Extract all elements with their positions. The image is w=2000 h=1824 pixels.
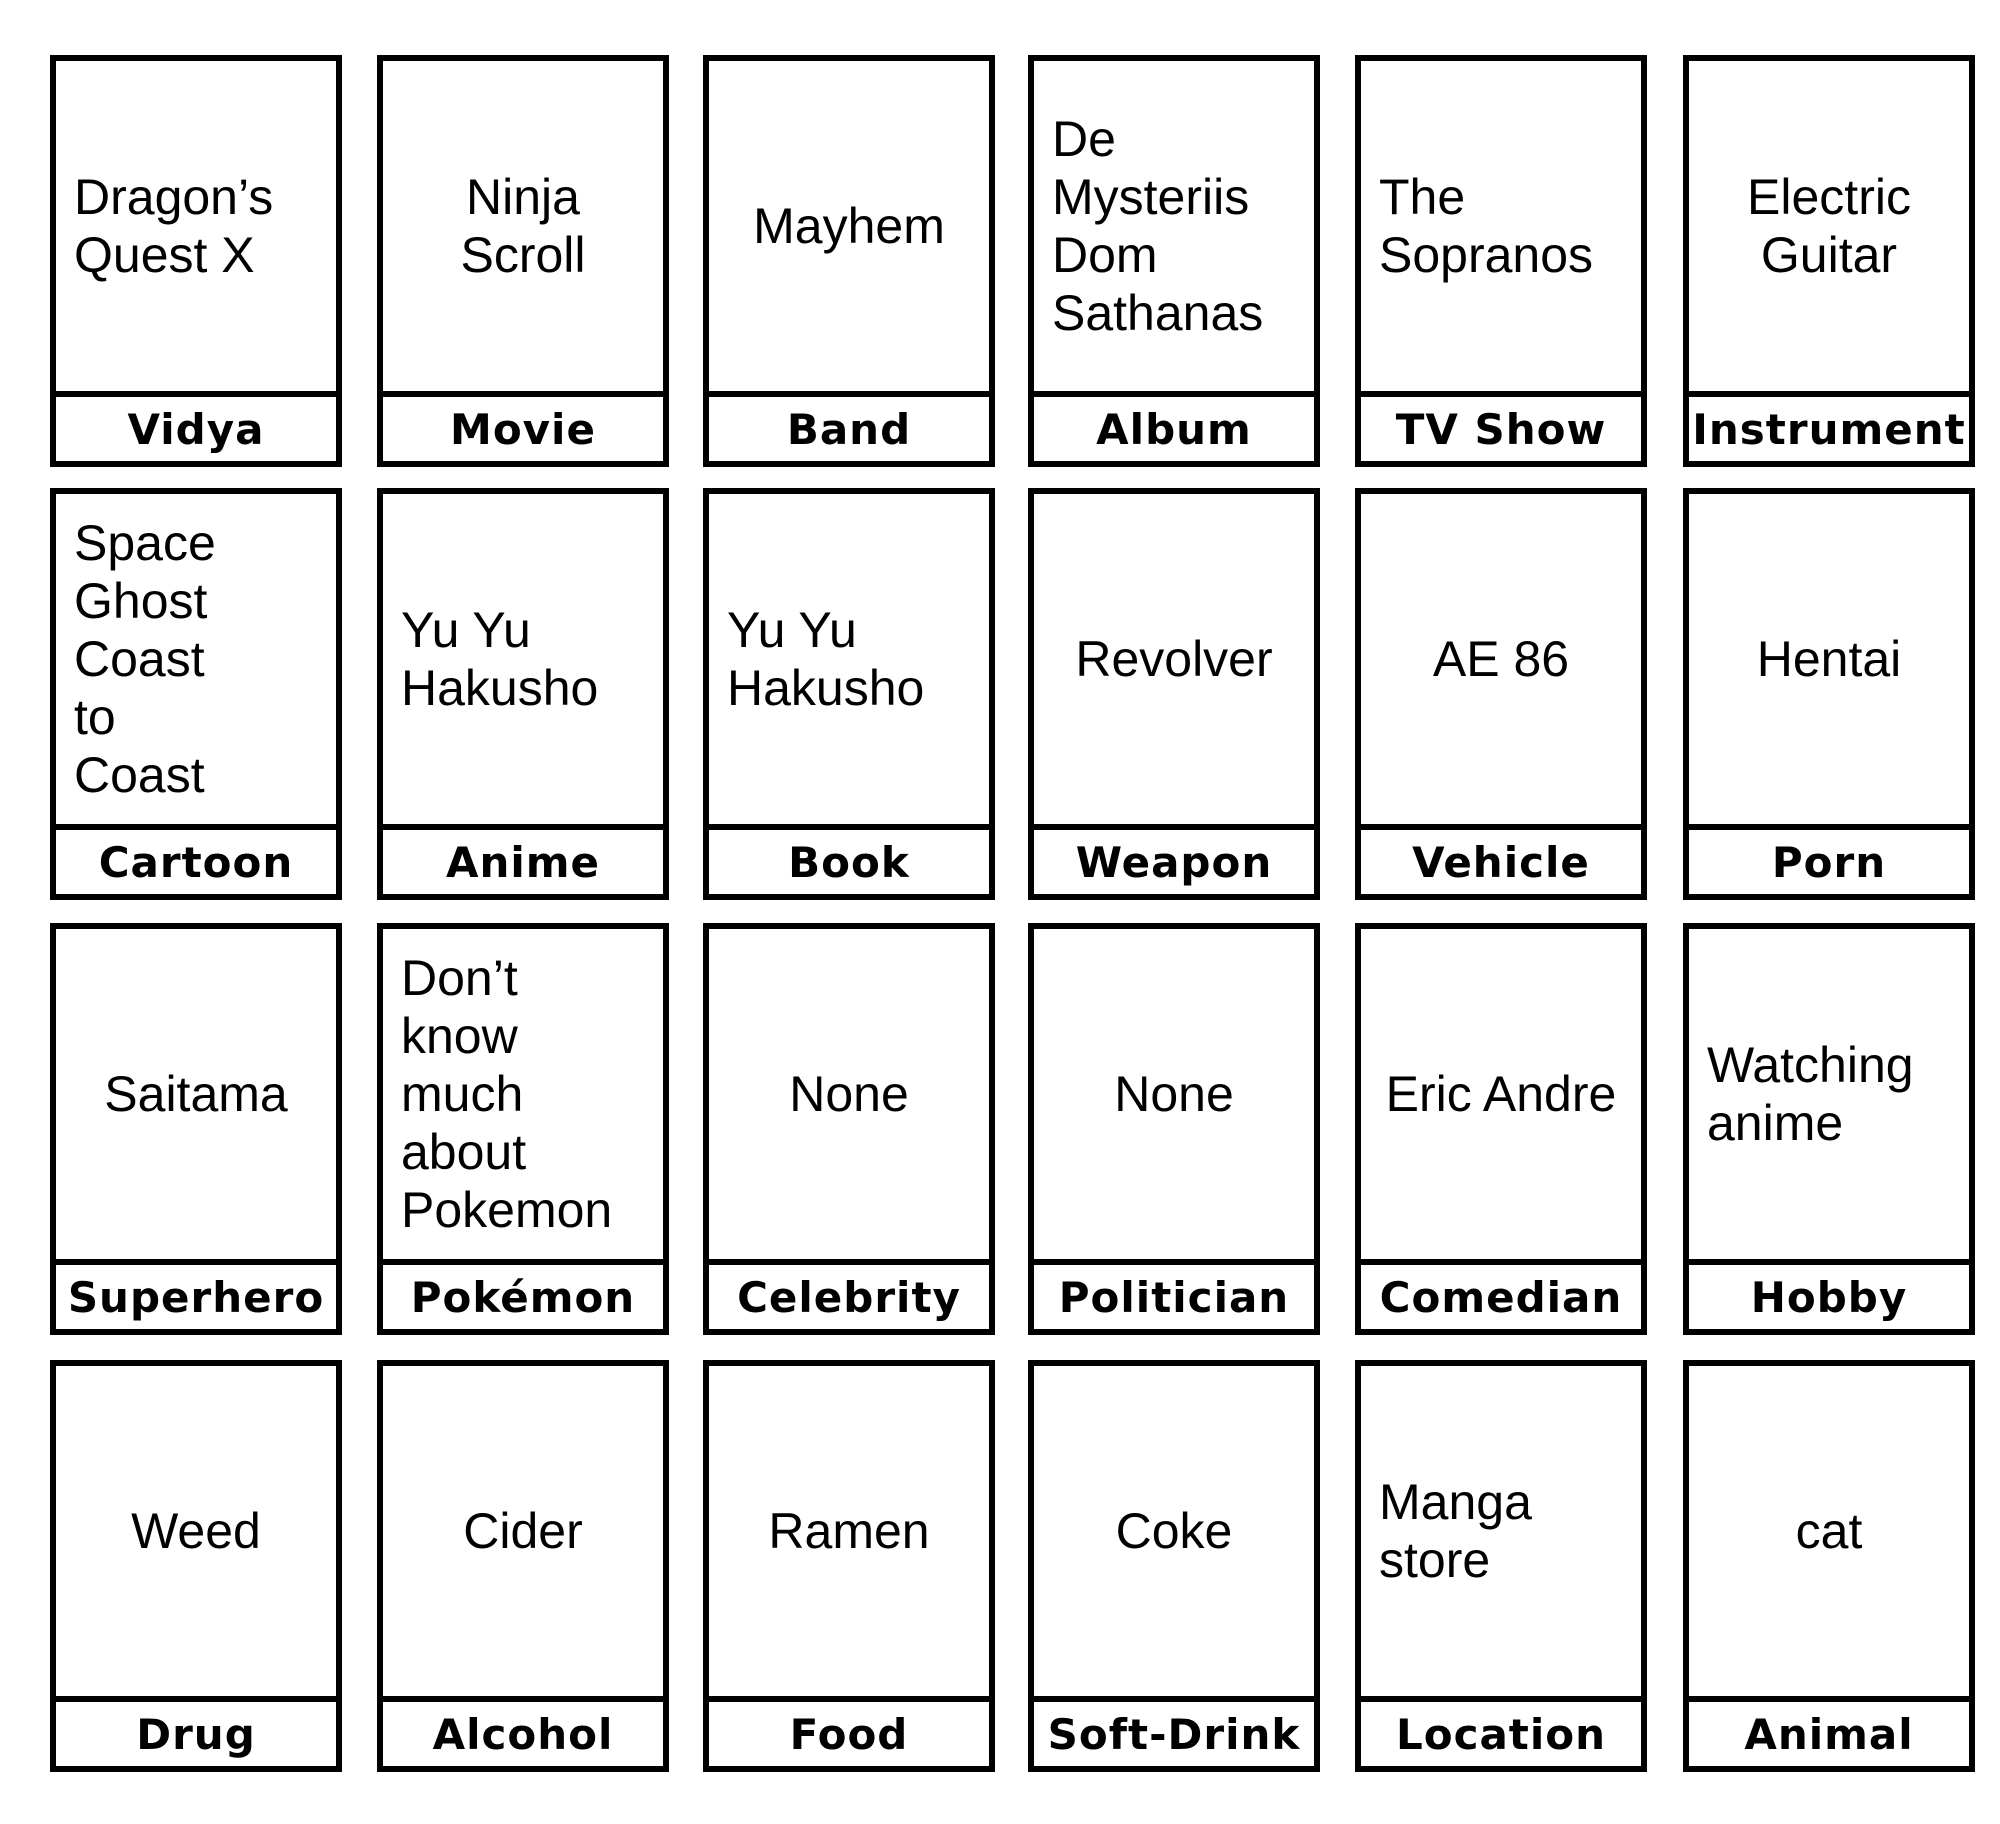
card-category-label: Hobby: [1750, 1272, 1908, 1322]
card-album: [1028, 55, 1320, 467]
card-answer: Electric Guitar: [1747, 169, 1911, 283]
card-category-label: Soft-Drink: [1047, 1709, 1301, 1759]
card-answer: Space Ghost Coast to Coast: [74, 515, 216, 803]
card-answer: Ramen: [768, 1503, 930, 1559]
card-category-label: Porn: [1771, 837, 1887, 887]
card-category-label: Book: [788, 837, 910, 887]
card-answer: Revolver: [1075, 631, 1273, 687]
card-answer: Manga store: [1379, 1474, 1532, 1588]
card-category-label: Anime: [445, 837, 601, 887]
card-superhero: [50, 923, 342, 1335]
card-category-label: Movie: [450, 404, 596, 454]
card-answer: None: [1114, 1066, 1234, 1122]
card-celebrity: [703, 923, 995, 1335]
card-answer: Yu Yu Hakusho: [401, 602, 599, 716]
card-vehicle: [1355, 488, 1647, 900]
card-answer: Yu Yu Hakusho: [727, 602, 925, 716]
card-answer: Ninja Scroll: [460, 169, 586, 283]
card-category-label: Location: [1395, 1709, 1607, 1759]
card-anime: [377, 488, 669, 900]
card-band: [703, 55, 995, 467]
card-location: [1355, 1360, 1647, 1772]
card-answer: AE 86: [1432, 631, 1570, 687]
card-answer: Dragon’s Quest X: [74, 169, 274, 283]
card-category-label: Vidya: [127, 404, 265, 454]
card-instrument: [1683, 55, 1975, 467]
card-category-label: Cartoon: [98, 837, 294, 887]
card-answer: Mayhem: [753, 198, 945, 254]
card-category-label: Superhero: [67, 1272, 325, 1322]
card-answer: Don’t know much about Pokemon: [401, 950, 613, 1238]
card-category-label: Pokémon: [410, 1272, 636, 1322]
card-answer: Saitama: [104, 1066, 288, 1122]
card-answer: None: [789, 1066, 909, 1122]
card-porn: [1683, 488, 1975, 900]
card-answer: cat: [1795, 1503, 1863, 1559]
card-vidya: [50, 55, 342, 467]
card-cartoon: [50, 488, 342, 900]
card-alcohol: [377, 1360, 669, 1772]
card-answer: Coke: [1115, 1503, 1233, 1559]
card-category-label: Instrument: [1692, 404, 1966, 454]
card-hobby: [1683, 923, 1975, 1335]
card-answer: Eric Andre: [1385, 1066, 1617, 1122]
card-category-label: Alcohol: [432, 1709, 614, 1759]
card-tv-show: [1355, 55, 1647, 467]
card-category-label: Album: [1096, 404, 1252, 454]
card-book: [703, 488, 995, 900]
card-answer: Watching anime: [1707, 1037, 1914, 1151]
card-food: [703, 1360, 995, 1772]
card-weapon: [1028, 488, 1320, 900]
card-movie: [377, 55, 669, 467]
card-drug: [50, 1360, 342, 1772]
card-politician: [1028, 923, 1320, 1335]
card-category-label: Celebrity: [737, 1272, 961, 1322]
card-category-label: Weapon: [1075, 837, 1273, 887]
card-category-label: Politician: [1058, 1272, 1290, 1322]
card-answer: De Mysteriis Dom Sathanas: [1052, 111, 1264, 341]
card-pok-mon: [377, 923, 669, 1335]
card-answer: The Sopranos: [1379, 169, 1594, 283]
card-category-label: Animal: [1744, 1709, 1914, 1759]
card-category-label: TV Show: [1395, 404, 1607, 454]
card-answer: Hentai: [1756, 631, 1902, 687]
card-category-label: Vehicle: [1412, 837, 1590, 887]
card-category-label: Comedian: [1379, 1272, 1623, 1322]
card-soft-drink: [1028, 1360, 1320, 1772]
card-category-label: Band: [786, 404, 912, 454]
card-answer: Cider: [463, 1503, 583, 1559]
card-category-label: Food: [789, 1709, 909, 1759]
card-animal: [1683, 1360, 1975, 1772]
card-answer: Weed: [131, 1503, 261, 1559]
card-comedian: [1355, 923, 1647, 1335]
card-category-label: Drug: [136, 1709, 256, 1759]
